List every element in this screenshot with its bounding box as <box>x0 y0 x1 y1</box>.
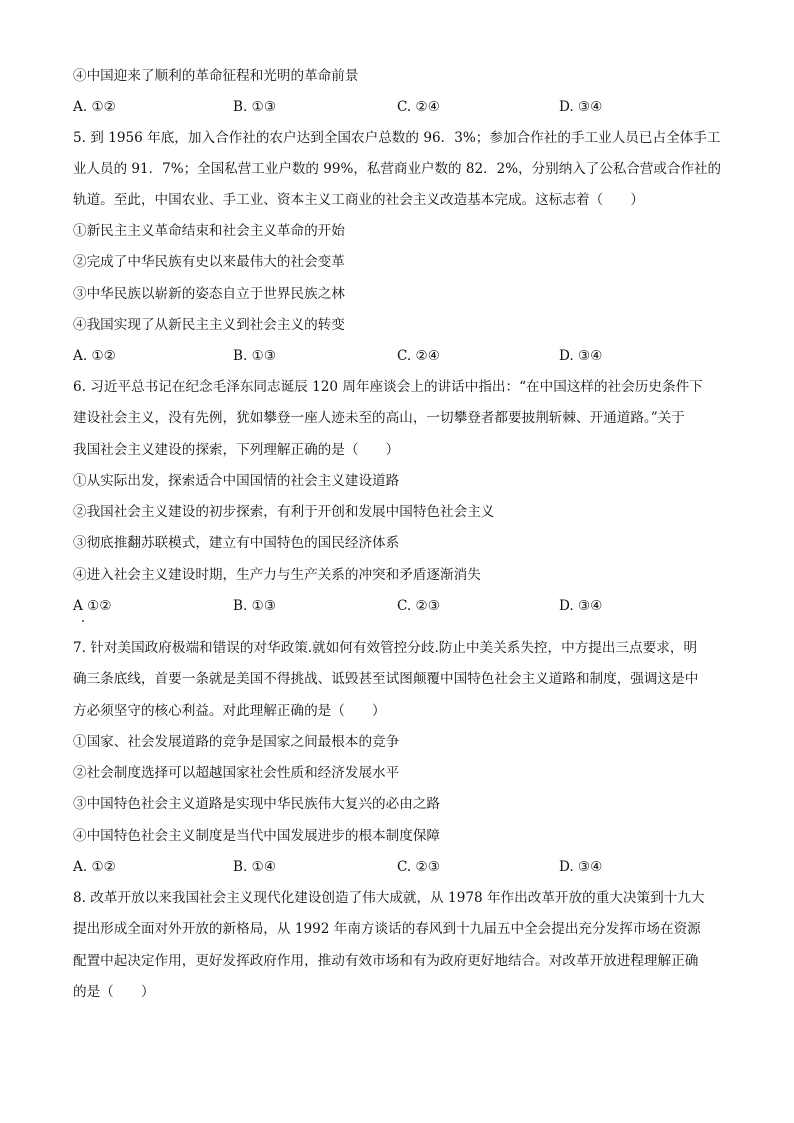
q7-stem-line-2: 确三条底线，首要一条就是美国不得挑战、诋毁甚至试图颠覆中国特色社会主义道路和制度，强调这是中 <box>73 671 699 687</box>
q4-option-c: C. ②④ <box>397 99 440 115</box>
q7-option-c: C. ②③ <box>397 859 440 875</box>
q8-stem-line-2: 提出形成全面对外开放的新格局，从 1992 年南方谈话的春风到十九届五中全会提出充分发挥市场在资源 <box>73 921 701 937</box>
q5-option-d: D. ③④ <box>559 348 603 364</box>
q7-option-b: B. ①④ <box>233 859 277 875</box>
q4-item-4: ④中国迎来了顺利的革命征程和光明的革命前景 <box>73 68 359 84</box>
q7-stem-line-3: 方必须坚守的核心利益。对此理解正确的是（ ） <box>73 703 386 719</box>
q5-option-b: B. ①③ <box>233 348 277 364</box>
q5-option-a: A. ①② <box>73 348 116 364</box>
q5-stem-line-3: 轨道。至此，中国农业、手工业、资本主义工商业的社会主义改造基本完成。这标志着（ ） <box>73 192 644 208</box>
q5-options <box>73 346 733 366</box>
q6-stem-line-2: 建设社会主义，没有先例，犹如攀登一座人迹未至的高山，一切攀登者都要披荆斩棘、开通道路。”关于 <box>73 410 685 426</box>
scan-artifact-dot <box>82 620 84 622</box>
q7-item-4: ④中国特色社会主义制度是当代中国发展进步的根本制度保障 <box>73 828 441 844</box>
q6-stem-line-3: 我国社会主义建设的探索，下列理解正确的是（ ） <box>73 442 400 458</box>
q7-item-1: ①国家、社会发展道路的竞争是国家之间最根本的竞争 <box>73 734 400 750</box>
q6-item-1: ①从实际出发，探索适合中国国情的社会主义建设道路 <box>73 473 400 489</box>
q7-stem-line-1: 7. 针对美国政府极端和错误的对华政策.就如何有效管控分歧.防止中美关系失控，中方提出三点要求，明 <box>73 640 698 656</box>
q4-options <box>73 97 733 117</box>
q8-stem-line-3: 配置中起决定作用，更好发挥政府作用，推动有效市场和有为政府更好地结合。对改革开放进程理解正确 <box>73 953 699 969</box>
q5-item-3: ③中华民族以崭新的姿态自立于世界民族之林 <box>73 286 345 302</box>
q5-stem-line-1: 5. 到 1956 年底，加入合作社的农户达到全国农户总数的 96．3%；参加合作社的手工业人员已占全体手工 <box>73 130 721 146</box>
q5-item-2: ②完成了中华民族有史以来最伟大的社会变革 <box>73 254 345 270</box>
q6-item-3: ③彻底推翻苏联模式，建立有中国特色的国民经济体系 <box>73 535 400 551</box>
q4-option-b: B. ①③ <box>233 99 277 115</box>
q6-options <box>73 596 733 616</box>
q7-options <box>73 857 733 877</box>
q6-option-d: D. ③④ <box>559 598 603 614</box>
q7-item-3: ③中国特色社会主义道路是实现中华民族伟大复兴的必由之路 <box>73 796 441 812</box>
q5-stem-line-2: 业人员的 91．7%；全国私营工业户数的 99%，私营商业户数的 82．2%，分别纳入了公私合营或合作社的 <box>73 161 722 177</box>
q6-option-a: A ①② <box>73 598 112 614</box>
q6-option-c: C. ②③ <box>397 598 440 614</box>
q5-item-4: ④我国实现了从新民主主义到社会主义的转变 <box>73 317 345 333</box>
q5-item-1: ①新民主主义革命结束和社会主义革命的开始 <box>73 223 345 239</box>
q8-stem-line-4: 的是（ ） <box>73 984 155 1000</box>
q4-option-d: D. ③④ <box>559 99 603 115</box>
q7-option-a: A. ①② <box>73 859 116 875</box>
q4-option-a: A. ①② <box>73 99 116 115</box>
q6-stem-line-1: 6. 习近平总书记在纪念毛泽东同志诞辰 120 周年座谈会上的讲话中指出：“在中国这样的社会历史条件下 <box>73 379 703 395</box>
q6-option-b: B. ①③ <box>233 598 277 614</box>
q5-option-c: C. ②④ <box>397 348 440 364</box>
q6-item-4: ④进入社会主义建设时期，生产力与生产关系的冲突和矛盾逐渐消失 <box>73 567 481 583</box>
q8-stem-line-1: 8. 改革开放以来我国社会主义现代化建设创造了伟大成就，从 1978 年作出改革开放的重大决策到十九大 <box>73 890 705 906</box>
q7-item-2: ②社会制度选择可以超越国家社会性质和经济发展水平 <box>73 765 400 781</box>
q6-item-2: ②我国社会主义建设的初步探索，有利于开创和发展中国特色社会主义 <box>73 504 495 520</box>
q7-option-d: D. ③④ <box>559 859 603 875</box>
